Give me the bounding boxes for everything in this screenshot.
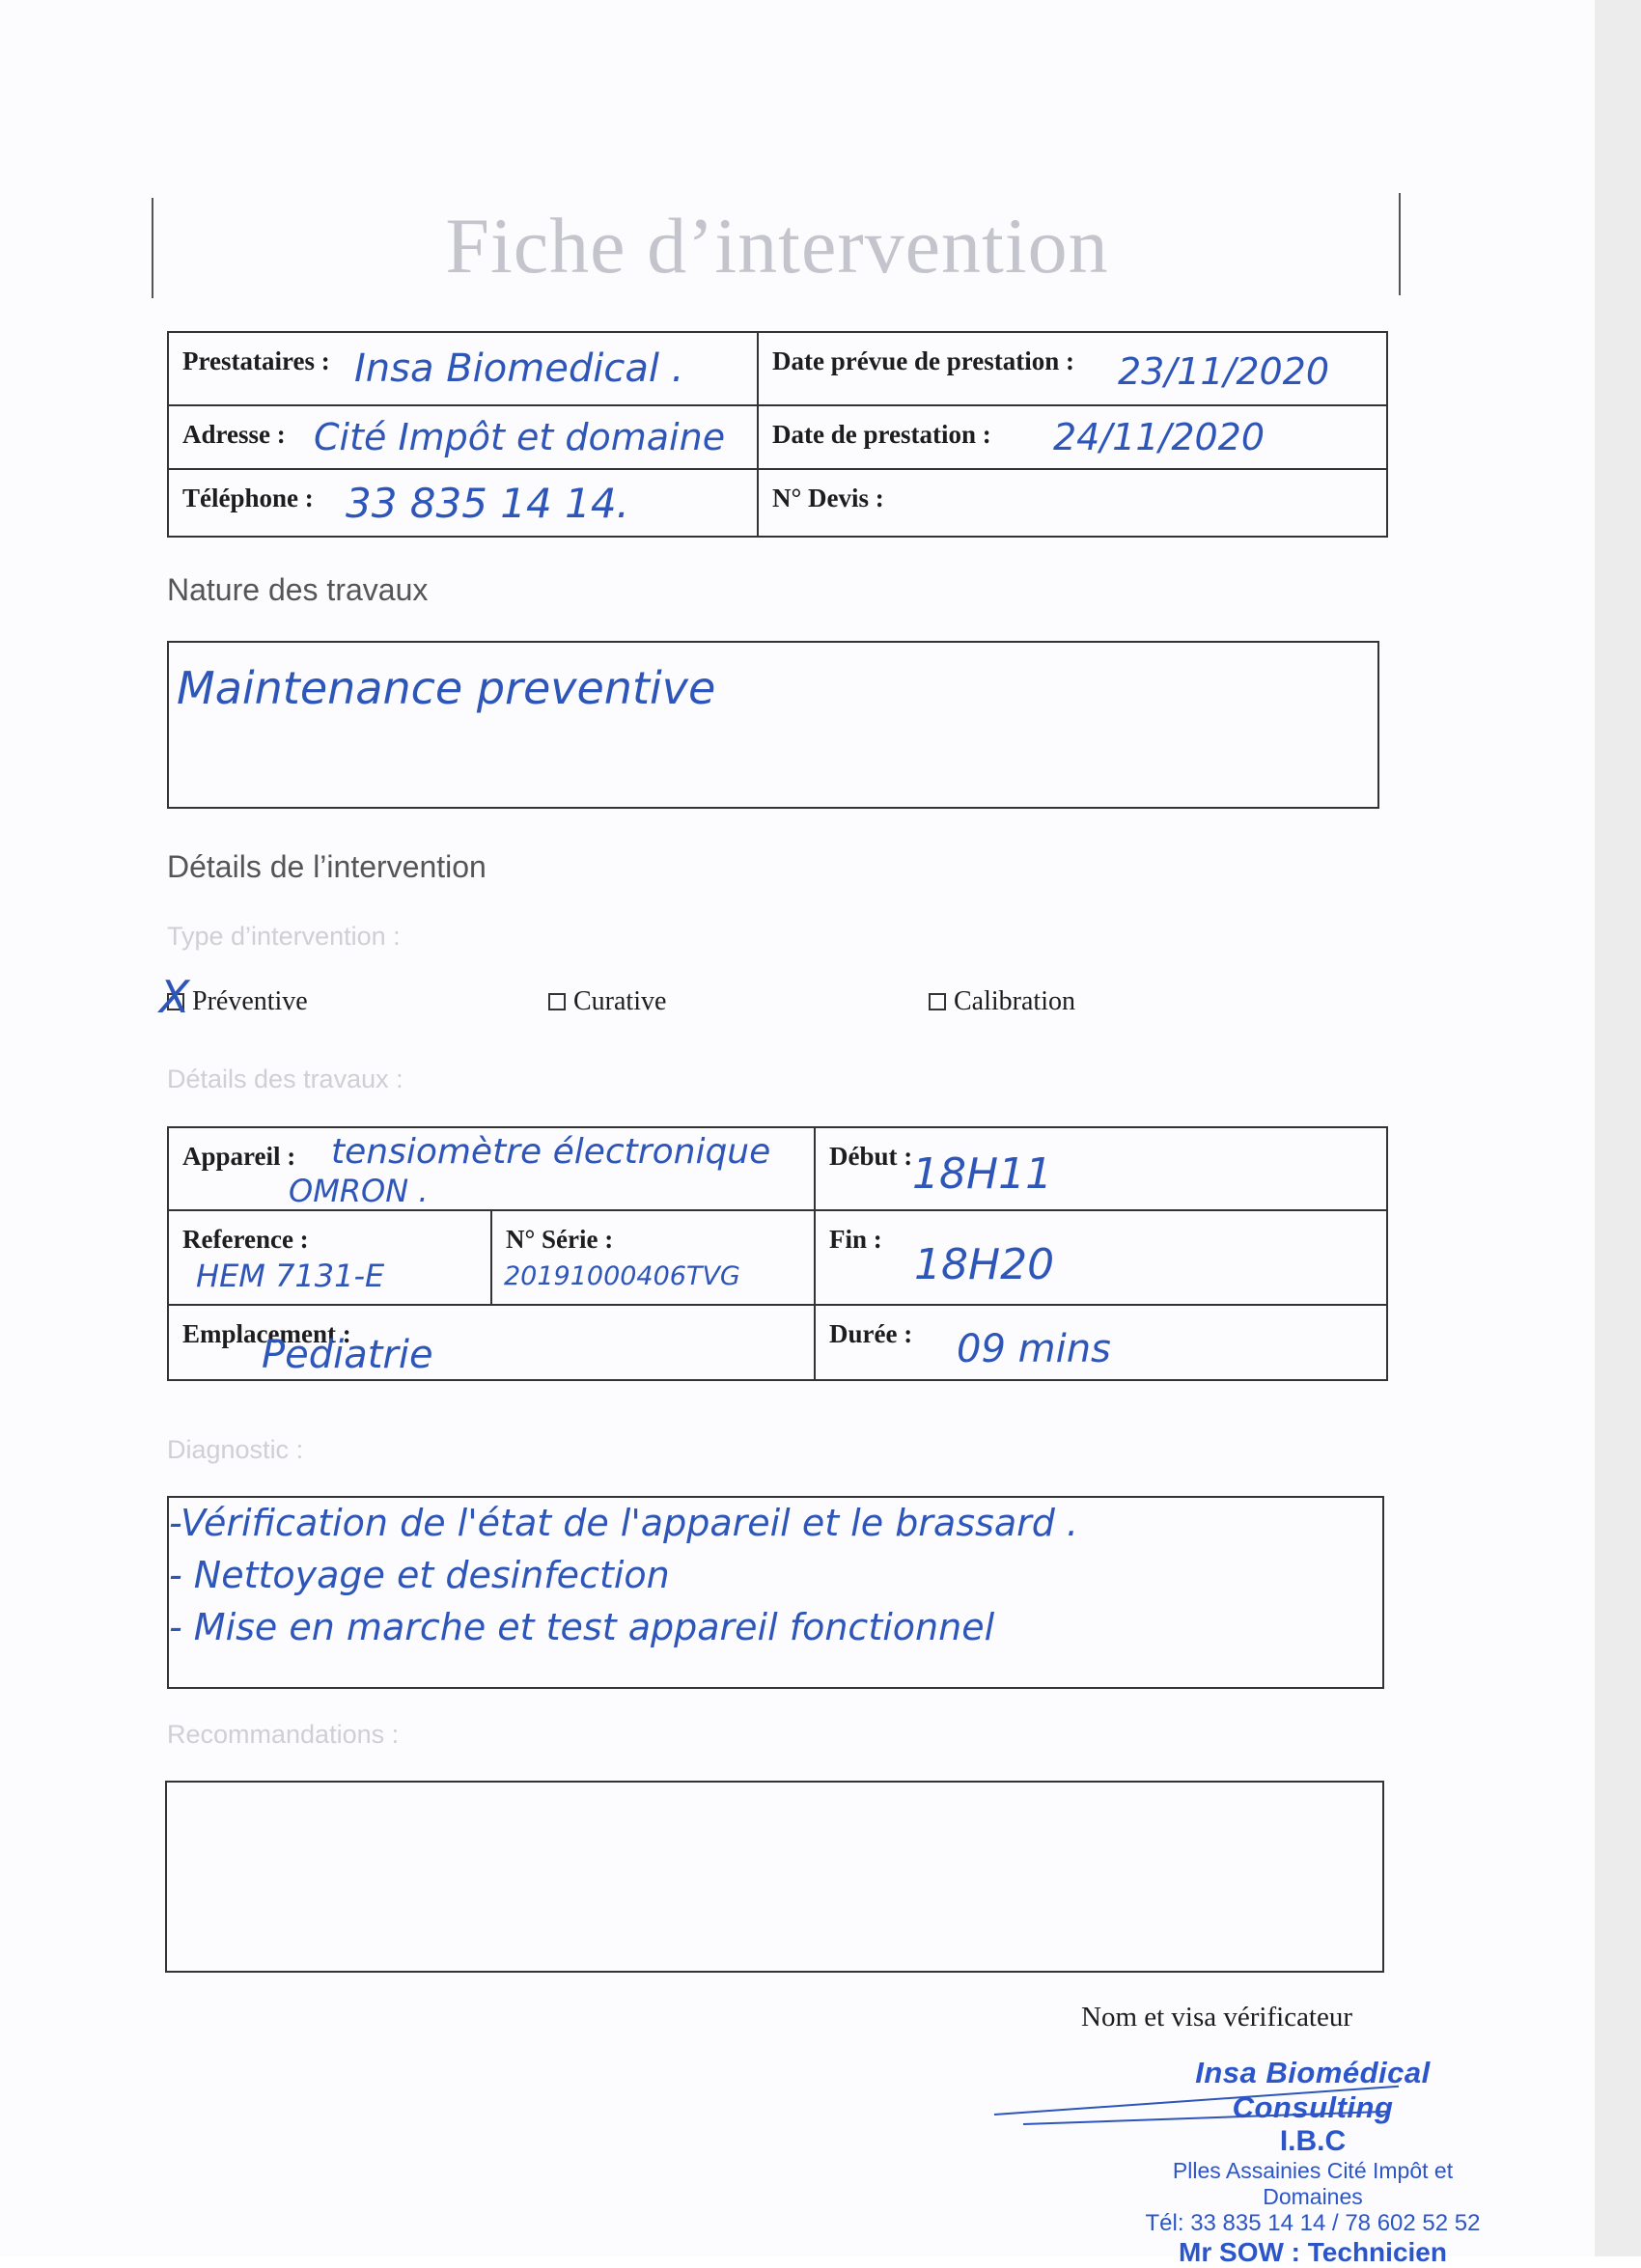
- telephone-label: Téléphone :: [182, 484, 314, 512]
- stamp-phone: Tél: 33 835 14 14 / 78 602 52 52: [1145, 2210, 1481, 2236]
- recommandations-box[interactable]: [165, 1781, 1384, 1973]
- type-calibration[interactable]: [929, 986, 1075, 1017]
- diagnostic-label: Diagnostic :: [167, 1435, 304, 1464]
- fin-label: Fin :: [829, 1225, 882, 1254]
- date-prevue-label: Date prévue de prestation :: [772, 346, 1074, 375]
- debut-value[interactable]: 18H11: [912, 1149, 1053, 1199]
- fin-value[interactable]: 18H20: [914, 1240, 1055, 1289]
- diagnostic-box[interactable]: [167, 1496, 1384, 1689]
- prestataires-cell: [168, 332, 758, 405]
- reference-cell: [168, 1210, 491, 1305]
- duree-value[interactable]: 09 mins: [957, 1327, 1111, 1371]
- curative-label: Curative: [573, 986, 667, 1016]
- equipment-table: [167, 1126, 1388, 1381]
- date-prestation-value[interactable]: 24/11/2020: [1053, 416, 1266, 458]
- reference-value[interactable]: HEM 7131-E: [196, 1258, 385, 1294]
- curative-checkbox[interactable]: [548, 993, 566, 1010]
- prestataires-label: Prestataires :: [182, 346, 330, 375]
- adresse-value[interactable]: Cité Impôt et domaine: [314, 416, 726, 458]
- devis-cell: [758, 469, 1387, 537]
- nature-heading: Nature des travaux: [167, 572, 429, 607]
- check-mark-icon: X: [159, 971, 190, 1023]
- appareil-value[interactable]: tensiomètre électronique: [331, 1132, 771, 1172]
- diagnostic-line-3: - Mise en marche et test appareil fonctionnel: [169, 1606, 995, 1648]
- telephone-cell: [168, 469, 758, 537]
- calibration-label: Calibration: [954, 986, 1075, 1016]
- date-prestation-label: Date de prestation :: [772, 420, 991, 449]
- duree-label: Durée :: [829, 1319, 913, 1348]
- appareil-value-line2[interactable]: OMRON .: [289, 1173, 429, 1209]
- stamp-company-name: Insa Biomédical Consulting: [1195, 2056, 1431, 2124]
- serie-value[interactable]: 20191000406TVG: [504, 1261, 740, 1291]
- debut-cell: [815, 1127, 1387, 1210]
- stamp-technician: Mr SOW : Technicien: [1179, 2237, 1447, 2267]
- provider-info-table: [167, 331, 1388, 538]
- type-preventive[interactable]: [159, 971, 308, 1023]
- adresse-cell: [168, 405, 758, 469]
- serie-cell: [491, 1210, 815, 1305]
- adresse-label: Adresse :: [182, 420, 286, 449]
- details-travaux-label: Détails des travaux :: [167, 1065, 403, 1093]
- fin-cell: [815, 1210, 1387, 1305]
- telephone-value[interactable]: 33 835 14 14.: [346, 480, 629, 527]
- form-title: Fiche d’intervention: [445, 202, 1109, 290]
- type-intervention-label: Type d’intervention :: [167, 922, 401, 951]
- stamp-initials: I.B.C: [1279, 2125, 1347, 2157]
- stamp-address: Plles Assainies Cité Impôt et Domaines: [1172, 2158, 1454, 2209]
- company-stamp: [1120, 2056, 1506, 2268]
- nature-box[interactable]: [167, 641, 1379, 809]
- prestataires-value[interactable]: Insa Biomedical .: [354, 346, 684, 391]
- diagnostic-line-2: - Nettoyage et desinfection: [169, 1554, 670, 1596]
- recommandations-label: Recommandations :: [167, 1720, 400, 1749]
- devis-label: N° Devis :: [772, 484, 884, 512]
- verificateur-label: Nom et visa vérificateur: [1081, 2002, 1353, 2033]
- preventive-label: Préventive: [192, 986, 308, 1016]
- reference-label: Reference :: [182, 1225, 309, 1254]
- appareil-label: Appareil :: [182, 1142, 296, 1171]
- debut-label: Début :: [829, 1142, 913, 1171]
- details-heading: Détails de l’intervention: [167, 849, 487, 884]
- scan-edge: [1595, 0, 1641, 2256]
- date-prevue-value[interactable]: 23/11/2020: [1118, 350, 1330, 393]
- nature-value: Maintenance preventive: [177, 662, 716, 714]
- diagnostic-line-1: -Vérification de l'état de l'appareil et le brassard .: [169, 1502, 1079, 1544]
- emplacement-label: Emplacement :: [182, 1319, 351, 1348]
- emplacement-value[interactable]: Pediatrie: [262, 1333, 433, 1377]
- date-prestation-cell: [758, 405, 1387, 469]
- serie-label: N° Série :: [506, 1225, 614, 1254]
- calibration-checkbox[interactable]: [929, 993, 946, 1010]
- appareil-cell: [168, 1127, 815, 1210]
- type-curative[interactable]: [548, 986, 666, 1017]
- date-prevue-cell: [758, 332, 1387, 405]
- duree-cell: [815, 1305, 1387, 1380]
- emplacement-cell: [168, 1305, 815, 1380]
